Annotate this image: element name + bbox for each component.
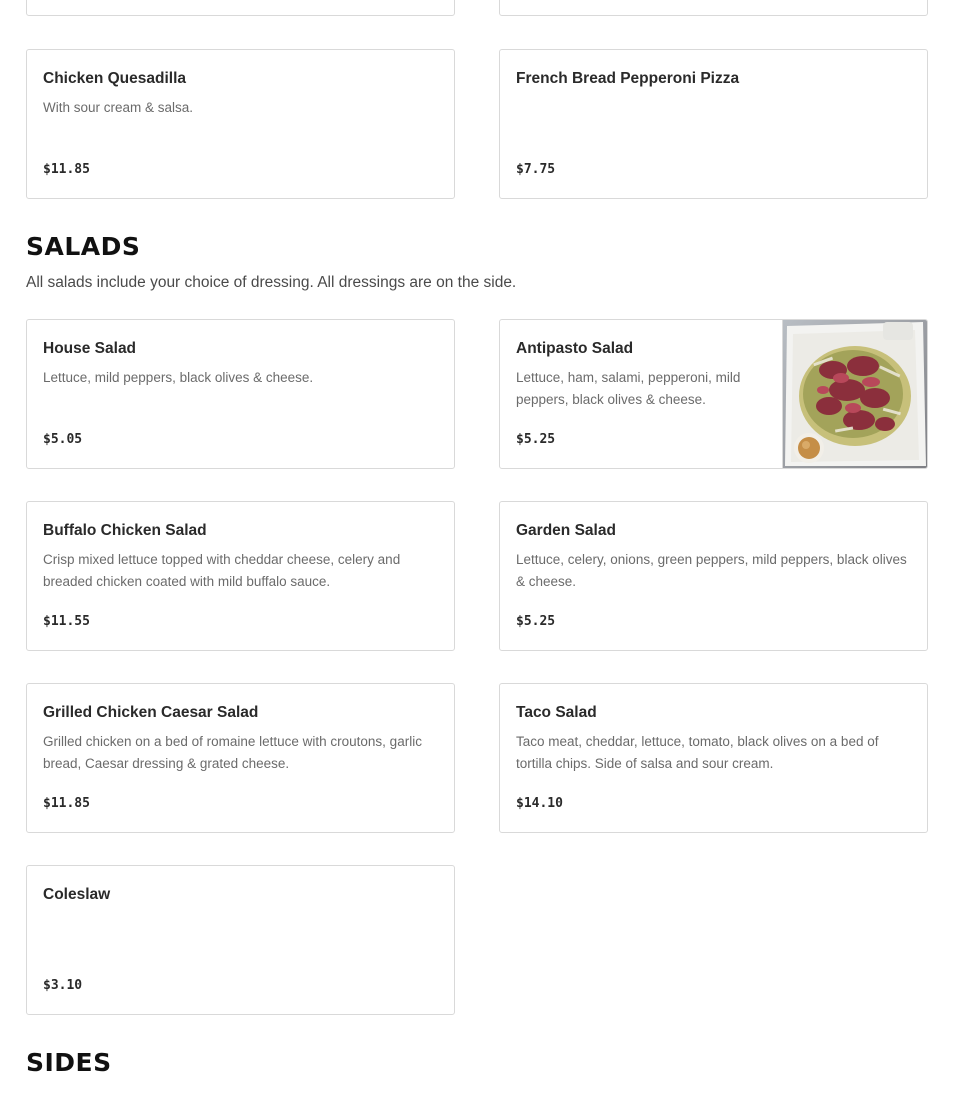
section-title-sides: SIDES [26,1048,112,1077]
item-price: $14.10 [516,796,563,811]
menu-item-card[interactable] [26,501,455,651]
menu-item-card[interactable] [26,0,455,16]
item-price: $11.55 [43,614,90,629]
item-name: Buffalo Chicken Salad [43,522,207,539]
menu-item-card[interactable] [26,683,455,833]
menu-item-card[interactable] [26,49,455,199]
section-title-salads: SALADS [26,232,141,261]
item-description: Lettuce, ham, salami, pepperoni, mild peppers, black olives & cheese. [516,370,741,407]
item-price: $11.85 [43,796,90,811]
item-name: Chicken Quesadilla [43,70,186,87]
item-name: Antipasto Salad [516,340,634,357]
item-photo[interactable] [782,320,927,468]
item-price: $3.10 [43,978,83,993]
menu-item-card[interactable] [26,865,455,1015]
menu-item-card[interactable] [499,683,928,833]
item-description: Lettuce, mild peppers, black olives & cheese. [43,370,314,385]
item-name: Taco Salad [516,704,597,721]
menu-item-card[interactable] [499,49,928,199]
menu-item-card[interactable] [499,0,928,16]
item-name: Coleslaw [43,886,111,903]
item-description: Crisp mixed lettuce topped with cheddar cheese, celery and breaded chicken coated with mild buffalo sauce. [43,552,401,589]
item-price: $11.85 [43,162,90,177]
section-subtitle-salads: All salads include your choice of dressing. All dressings are on the side. [26,274,517,291]
item-description: Lettuce, celery, onions, green peppers, mild peppers, black olives & cheese. [516,552,907,589]
item-description: Grilled chicken on a bed of romaine lettuce with croutons, garlic bread, Caesar dressing & grated cheese. [43,734,422,771]
item-name: Grilled Chicken Caesar Salad [43,704,259,721]
item-price: $5.25 [516,614,556,629]
item-name: Garden Salad [516,522,616,539]
menu-item-card[interactable] [499,501,928,651]
salad-photo-graphic [783,320,927,468]
item-name: French Bread Pepperoni Pizza [516,70,740,87]
item-description: Taco meat, cheddar, lettuce, tomato, black olives on a bed of tortilla chips. Side of salsa and sour cream. [516,734,879,771]
item-price: $5.05 [43,432,83,447]
item-name: House Salad [43,340,137,357]
item-price: $7.75 [516,162,556,177]
menu-item-card[interactable] [26,319,455,469]
menu-item-card[interactable] [499,319,928,469]
item-description: With sour cream & salsa. [43,100,194,115]
item-price: $5.25 [516,432,556,447]
